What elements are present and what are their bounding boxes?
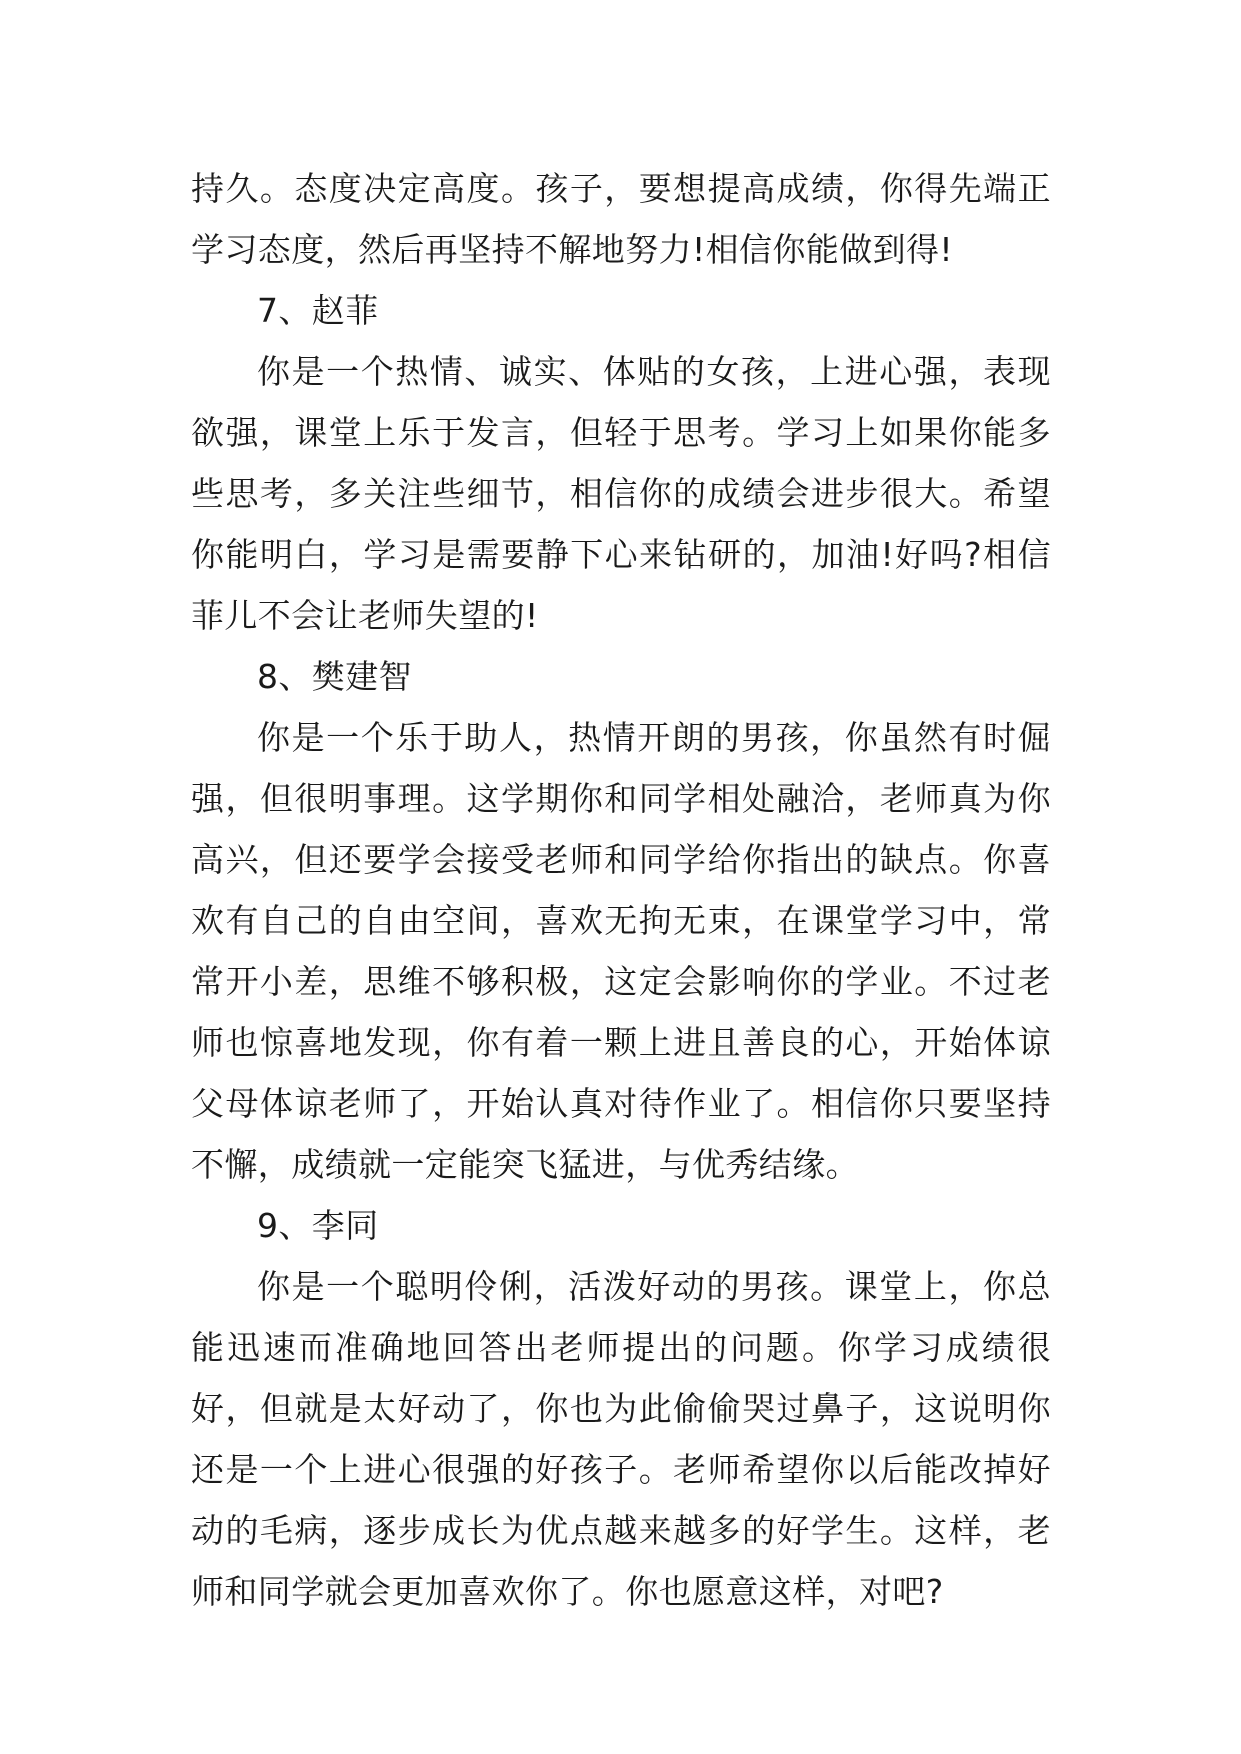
- continuation-paragraph: 持久。态度决定高度。孩子，要想提高成绩，你得先端正学习态度，然后再坚持不解地努力!相信你能做到得!: [191, 169, 1051, 269]
- section-body-9: 你是一个聪明伶俐，活泼好动的男孩。课堂上，你总能迅速而准确地回答出老师提出的问题。你学习成绩很好，但就是太好动了，你也为此偷偷哭过鼻子，这说明你还是一个上进心很强的好孩子。老师希望你以后能改掉好动的毛病，逐步成长为优点越来越多的好学生。这样，老师和同学就会更加喜欢你了。你也愿意这样，对吧?: [191, 1267, 1051, 1611]
- section-heading-7: 7、赵菲: [257, 291, 379, 330]
- section-heading-9: 9、李同: [257, 1206, 379, 1245]
- section-body-8: 你是一个乐于助人，热情开朗的男孩，你虽然有时倔强，但很明事理。这学期你和同学相处融洽，老师真为你高兴，但还要学会接受老师和同学给你指出的缺点。你喜欢有自己的自由空间，喜欢无拘无束，在课堂学习中，常常开小差，思维不够积极，这定会影响你的学业。不过老师也惊喜地发现，你有着一颗上进且善良的心，开始体谅父母体谅老师了，开始认真对待作业了。相信你只要坚持不懈，成绩就一定能突飞猛进，与优秀结缘。: [191, 718, 1051, 1184]
- section-body-7: 你是一个热情、诚实、体贴的女孩，上进心强，表现欲强，课堂上乐于发言，但轻于思考。学习上如果你能多些思考，多关注些细节，相信你的成绩会进步很大。希望你能明白，学习是需要静下心来钻研的，加油!好吗?相信菲儿不会让老师失望的!: [191, 352, 1051, 635]
- section-heading-8: 8、樊建智: [257, 657, 412, 696]
- document-body: [191, 158, 1051, 1622]
